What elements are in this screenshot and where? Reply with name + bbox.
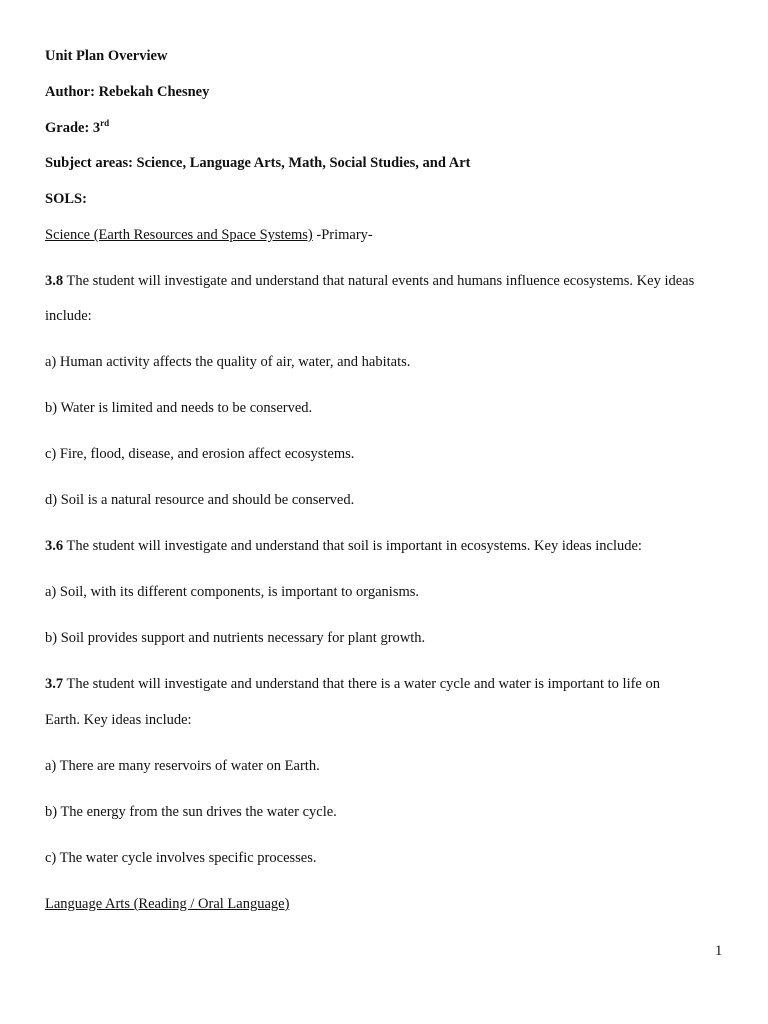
- list-item: d) Soil is a natural resource and should be conserved.: [45, 492, 355, 508]
- list-item: b) The energy from the sun drives the water cycle.: [45, 804, 337, 820]
- list-item: c) The water cycle involves specific processes.: [45, 850, 317, 866]
- page-number: 1: [715, 943, 723, 959]
- grade-suffix: rd: [100, 118, 110, 129]
- standard-code: 3.6: [45, 538, 64, 554]
- standard-3-8-line1: [45, 272, 694, 290]
- subject-areas-line: Subject areas: Science, Language Arts, Math, Social Studies, and Art: [45, 155, 471, 171]
- standard-text: The student will investigate and understand that natural events and humans influence ecosystems. Key ideas: [63, 273, 695, 289]
- standard-text: The student will investigate and understand that there is a water cycle and water is important to life on: [63, 676, 660, 692]
- standard-3-7-line2: Earth. Key ideas include:: [45, 712, 192, 728]
- standard-3-7-line1: [45, 675, 660, 693]
- grade-text: Grade: 3: [45, 120, 101, 136]
- science-heading-text: Science (Earth Resources and Space Systems): [45, 227, 313, 243]
- author-line: Author: Rebekah Chesney: [45, 84, 210, 100]
- list-item: c) Fire, flood, disease, and erosion affect ecosystems.: [45, 446, 355, 462]
- science-heading-suffix: -Primary-: [312, 227, 373, 243]
- language-arts-heading: Language Arts (Reading / Oral Language): [45, 896, 290, 912]
- list-item: a) Soil, with its different components, is important to organisms.: [45, 584, 420, 600]
- standard-3-8-line2: include:: [45, 308, 92, 324]
- standard-code: 3.8: [45, 273, 64, 289]
- standard-3-6-line1: [45, 537, 642, 555]
- grade-line: [45, 119, 109, 137]
- sols-label: SOLS:: [45, 191, 87, 207]
- standard-code: 3.7: [45, 676, 64, 692]
- list-item: a) Human activity affects the quality of air, water, and habitats.: [45, 354, 411, 370]
- list-item: b) Soil provides support and nutrients necessary for plant growth.: [45, 630, 426, 646]
- science-heading: [45, 226, 373, 244]
- document-title: Unit Plan Overview: [45, 48, 168, 64]
- list-item: b) Water is limited and needs to be conserved.: [45, 400, 313, 416]
- list-item: a) There are many reservoirs of water on Earth.: [45, 758, 320, 774]
- standard-text: The student will investigate and understand that soil is important in ecosystems. Key ideas include:: [63, 538, 642, 554]
